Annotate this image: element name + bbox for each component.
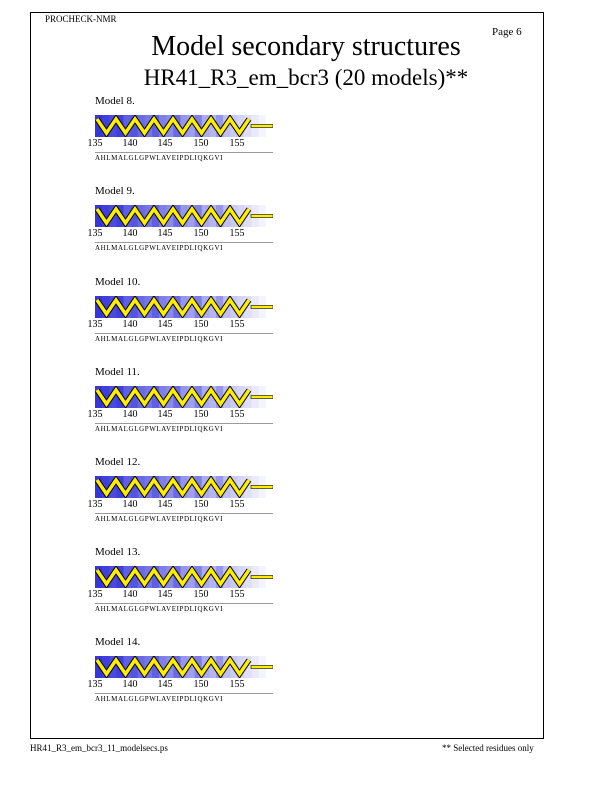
residue-tick-label: 150 (193, 138, 209, 149)
residue-tick-label: 145 (157, 228, 173, 239)
residue-tick-label: 145 (157, 138, 173, 149)
secondary-structure-strip (95, 566, 273, 588)
residue-tick-label: 155 (229, 679, 245, 690)
residue-tick-label: 155 (229, 138, 245, 149)
model-panel (87, 636, 290, 716)
page-subtitle: HR41_R3_em_bcr3 (20 models)** (143, 65, 469, 90)
residue-axis (87, 409, 290, 421)
residue-tick-label: 155 (229, 409, 245, 420)
sequence-divider (95, 333, 273, 334)
sequence-divider (95, 603, 273, 604)
coil-segment (251, 125, 273, 128)
model-label: Model 10. (95, 276, 141, 288)
residue-tick-label: 145 (157, 589, 173, 600)
residue-tick-label: 135 (87, 679, 103, 690)
sequence-text: AHLMALGLGPWLAVEIPDLIQKGVI (95, 244, 224, 252)
model-label: Model 12. (95, 456, 141, 468)
model-label: Model 8. (95, 95, 135, 107)
footer-filename: HR41_R3_em_bcr3_11_modelsecs.ps (30, 743, 168, 753)
residue-axis (87, 138, 290, 150)
residue-tick-label: 150 (193, 589, 209, 600)
residue-tick-label: 140 (122, 228, 138, 239)
model-panel (87, 546, 290, 626)
page-number: Page 6 (492, 26, 522, 38)
sequence-text: AHLMALGLGPWLAVEIPDLIQKGVI (95, 425, 224, 433)
secondary-structure-strip (95, 205, 273, 227)
residue-tick-label: 135 (87, 228, 103, 239)
residue-tick-label: 145 (157, 679, 173, 690)
model-label: Model 9. (95, 185, 135, 197)
residue-tick-label: 140 (122, 679, 138, 690)
footer-note: ** Selected residues only (442, 743, 534, 753)
secondary-structure-strip (95, 656, 273, 678)
residue-axis (87, 319, 290, 331)
residue-tick-label: 145 (157, 409, 173, 420)
residue-tick-label: 140 (122, 589, 138, 600)
residue-tick-label: 135 (87, 138, 103, 149)
residue-tick-label: 135 (87, 499, 103, 510)
residue-tick-label: 150 (193, 499, 209, 510)
sequence-divider (95, 693, 273, 694)
model-label: Model 14. (95, 636, 141, 648)
coil-segment (251, 306, 273, 309)
model-panel (87, 456, 290, 536)
sequence-text: AHLMALGLGPWLAVEIPDLIQKGVI (95, 154, 224, 162)
residue-axis (87, 679, 290, 691)
coil-segment (251, 486, 273, 489)
residue-tick-label: 140 (122, 499, 138, 510)
residue-tick-label: 135 (87, 409, 103, 420)
residue-tick-label: 150 (193, 319, 209, 330)
structure-svg (95, 566, 273, 588)
sequence-divider (95, 152, 273, 153)
model-panel (87, 366, 290, 446)
residue-tick-label: 150 (193, 228, 209, 239)
residue-tick-label: 155 (229, 319, 245, 330)
secondary-structure-strip (95, 386, 273, 408)
structure-svg (95, 476, 273, 498)
sequence-divider (95, 242, 273, 243)
residue-tick-label: 145 (157, 319, 173, 330)
residue-tick-label: 155 (229, 228, 245, 239)
residue-tick-label: 140 (122, 409, 138, 420)
secondary-structure-strip (95, 476, 273, 498)
sequence-text: AHLMALGLGPWLAVEIPDLIQKGVI (95, 695, 224, 703)
secondary-structure-strip (95, 115, 273, 137)
page-title: Model secondary structures (151, 31, 461, 62)
program-name: PROCHECK-NMR (45, 14, 117, 24)
sequence-divider (95, 423, 273, 424)
sequence-text: AHLMALGLGPWLAVEIPDLIQKGVI (95, 335, 224, 343)
residue-tick-label: 150 (193, 409, 209, 420)
model-label: Model 11. (95, 366, 140, 378)
residue-tick-label: 135 (87, 319, 103, 330)
sequence-divider (95, 513, 273, 514)
residue-tick-label: 140 (122, 138, 138, 149)
residue-tick-label: 150 (193, 679, 209, 690)
residue-axis (87, 589, 290, 601)
coil-segment (251, 666, 273, 669)
secondary-structure-strip (95, 296, 273, 318)
structure-svg (95, 656, 273, 678)
residue-tick-label: 140 (122, 319, 138, 330)
model-panel (87, 276, 290, 356)
model-panel (87, 185, 290, 265)
sequence-text: AHLMALGLGPWLAVEIPDLIQKGVI (95, 515, 224, 523)
model-label: Model 13. (95, 546, 141, 558)
sequence-text: AHLMALGLGPWLAVEIPDLIQKGVI (95, 605, 224, 613)
structure-svg (95, 115, 273, 137)
coil-segment (251, 396, 273, 399)
residue-axis (87, 499, 290, 511)
residue-tick-label: 155 (229, 589, 245, 600)
structure-svg (95, 205, 273, 227)
residue-tick-label: 135 (87, 589, 103, 600)
coil-segment (251, 215, 273, 218)
structure-svg (95, 386, 273, 408)
residue-axis (87, 228, 290, 240)
residue-tick-label: 155 (229, 499, 245, 510)
coil-segment (251, 576, 273, 579)
structure-svg (95, 296, 273, 318)
model-panel (87, 95, 290, 175)
residue-tick-label: 145 (157, 499, 173, 510)
